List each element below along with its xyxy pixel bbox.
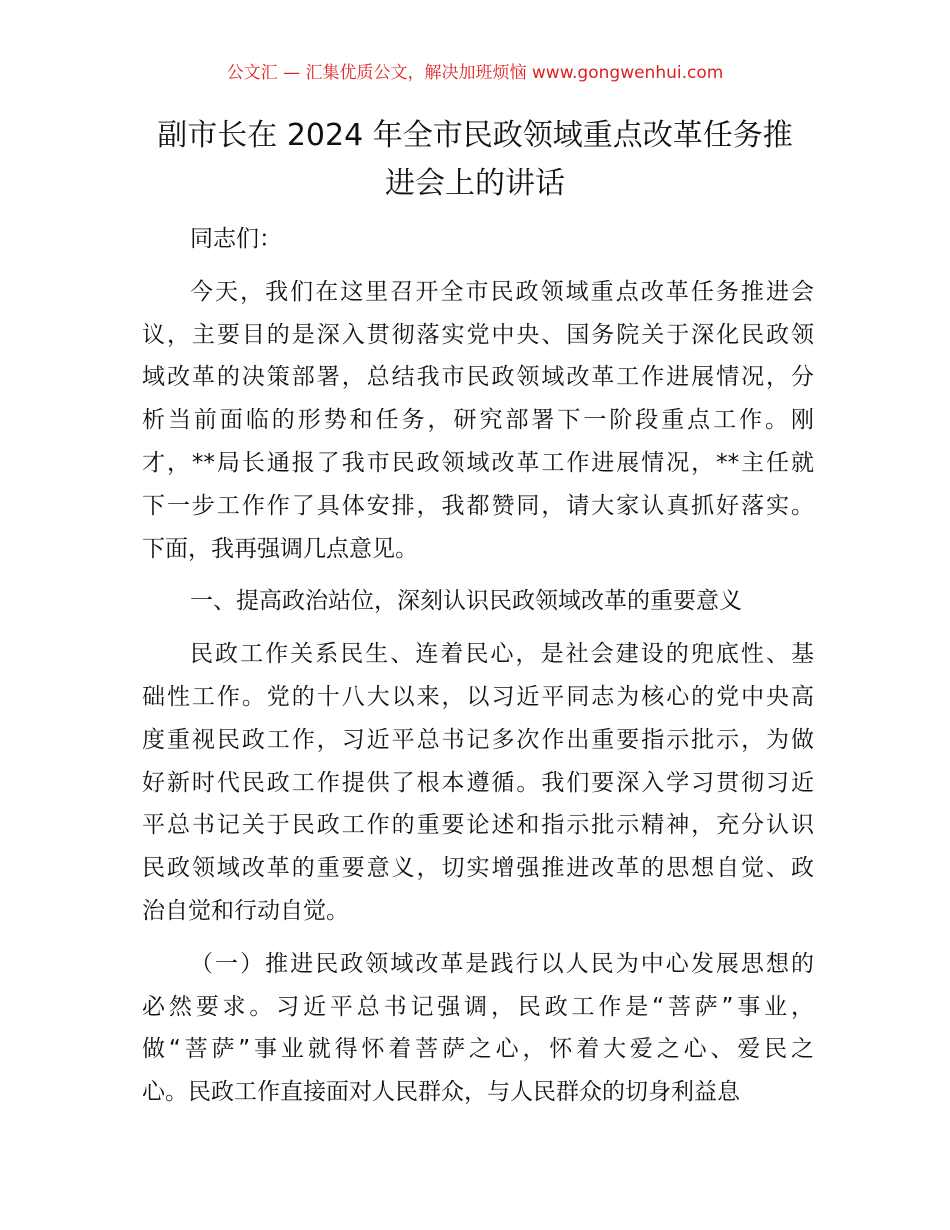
text-line: 做“菩萨”事业就得怀着菩萨之心，怀着大爱之心、爱民之 <box>142 1036 814 1063</box>
text-line: 今天，我们在这里召开全市民政领域重点改革任务推进会 <box>190 278 814 305</box>
paragraph <box>142 271 814 571</box>
text-line: 才，**局长通报了我市民政领域改革工作进展情况，**主任就 <box>142 449 814 476</box>
text-line: 议，主要目的是深入贯彻落实党中央、国务院关于深化民政领 <box>142 321 814 348</box>
title-line: 副市长在 2024 年全市民政领域重点改革任务推 <box>157 118 793 153</box>
text-line: （一）推进民政领域改革是践行以人民为中心发展思想的 <box>190 950 814 977</box>
text-line: 析当前面临的形势和任务，研究部署下一阶段重点工作。刚 <box>142 407 814 434</box>
text-line: 础性工作。党的十八大以来，以习近平同志为核心的党中央高 <box>142 683 814 710</box>
text-line: 治自觉和行动自觉。 <box>142 897 349 924</box>
paragraph <box>142 633 814 933</box>
text-line: 下一步工作作了具体安排，我都赞同，请大家认真抓好落实。 <box>142 492 814 519</box>
salutation <box>142 218 814 261</box>
text-line: 度重视民政工作，习近平总书记多次作出重要指示批示，为做 <box>142 726 814 753</box>
document-title <box>120 112 830 208</box>
text-line: 一、提高政治站位，深刻认识民政领域改革的重要意义 <box>190 588 742 615</box>
text-line: 民政领域改革的重要意义，切实增强推进改革的思想自觉、政 <box>142 855 814 882</box>
site-banner: 公文汇 — 汇集优质公文，解决加班烦恼 www.gongwenhui.com <box>226 63 724 83</box>
text-line: 域改革的决策部署，总结我市民政领域改革工作进展情况，分 <box>142 364 814 391</box>
title-line: 进会上的讲话 <box>385 166 565 201</box>
text-line: 同志们： <box>190 226 282 252</box>
document-body <box>142 218 814 1124</box>
text-line: 下面，我再强调几点意见。 <box>142 535 418 562</box>
text-line: 好新时代民政工作提供了根本遵循。我们要深入学习贯彻习近 <box>142 769 814 796</box>
section-heading <box>142 580 814 623</box>
text-line: 必然要求。习近平总书记强调，民政工作是“菩萨”事业， <box>142 993 814 1020</box>
text-line: 民政工作关系民生、连着民心，是社会建设的兜底性、基 <box>190 641 814 668</box>
text-line: 平总书记关于民政工作的重要论述和指示批示精神，充分认识 <box>142 812 814 839</box>
text-line: 心。民政工作直接面对人民群众，与人民群众的切身利益息 <box>142 1079 740 1106</box>
paragraph <box>142 943 814 1114</box>
